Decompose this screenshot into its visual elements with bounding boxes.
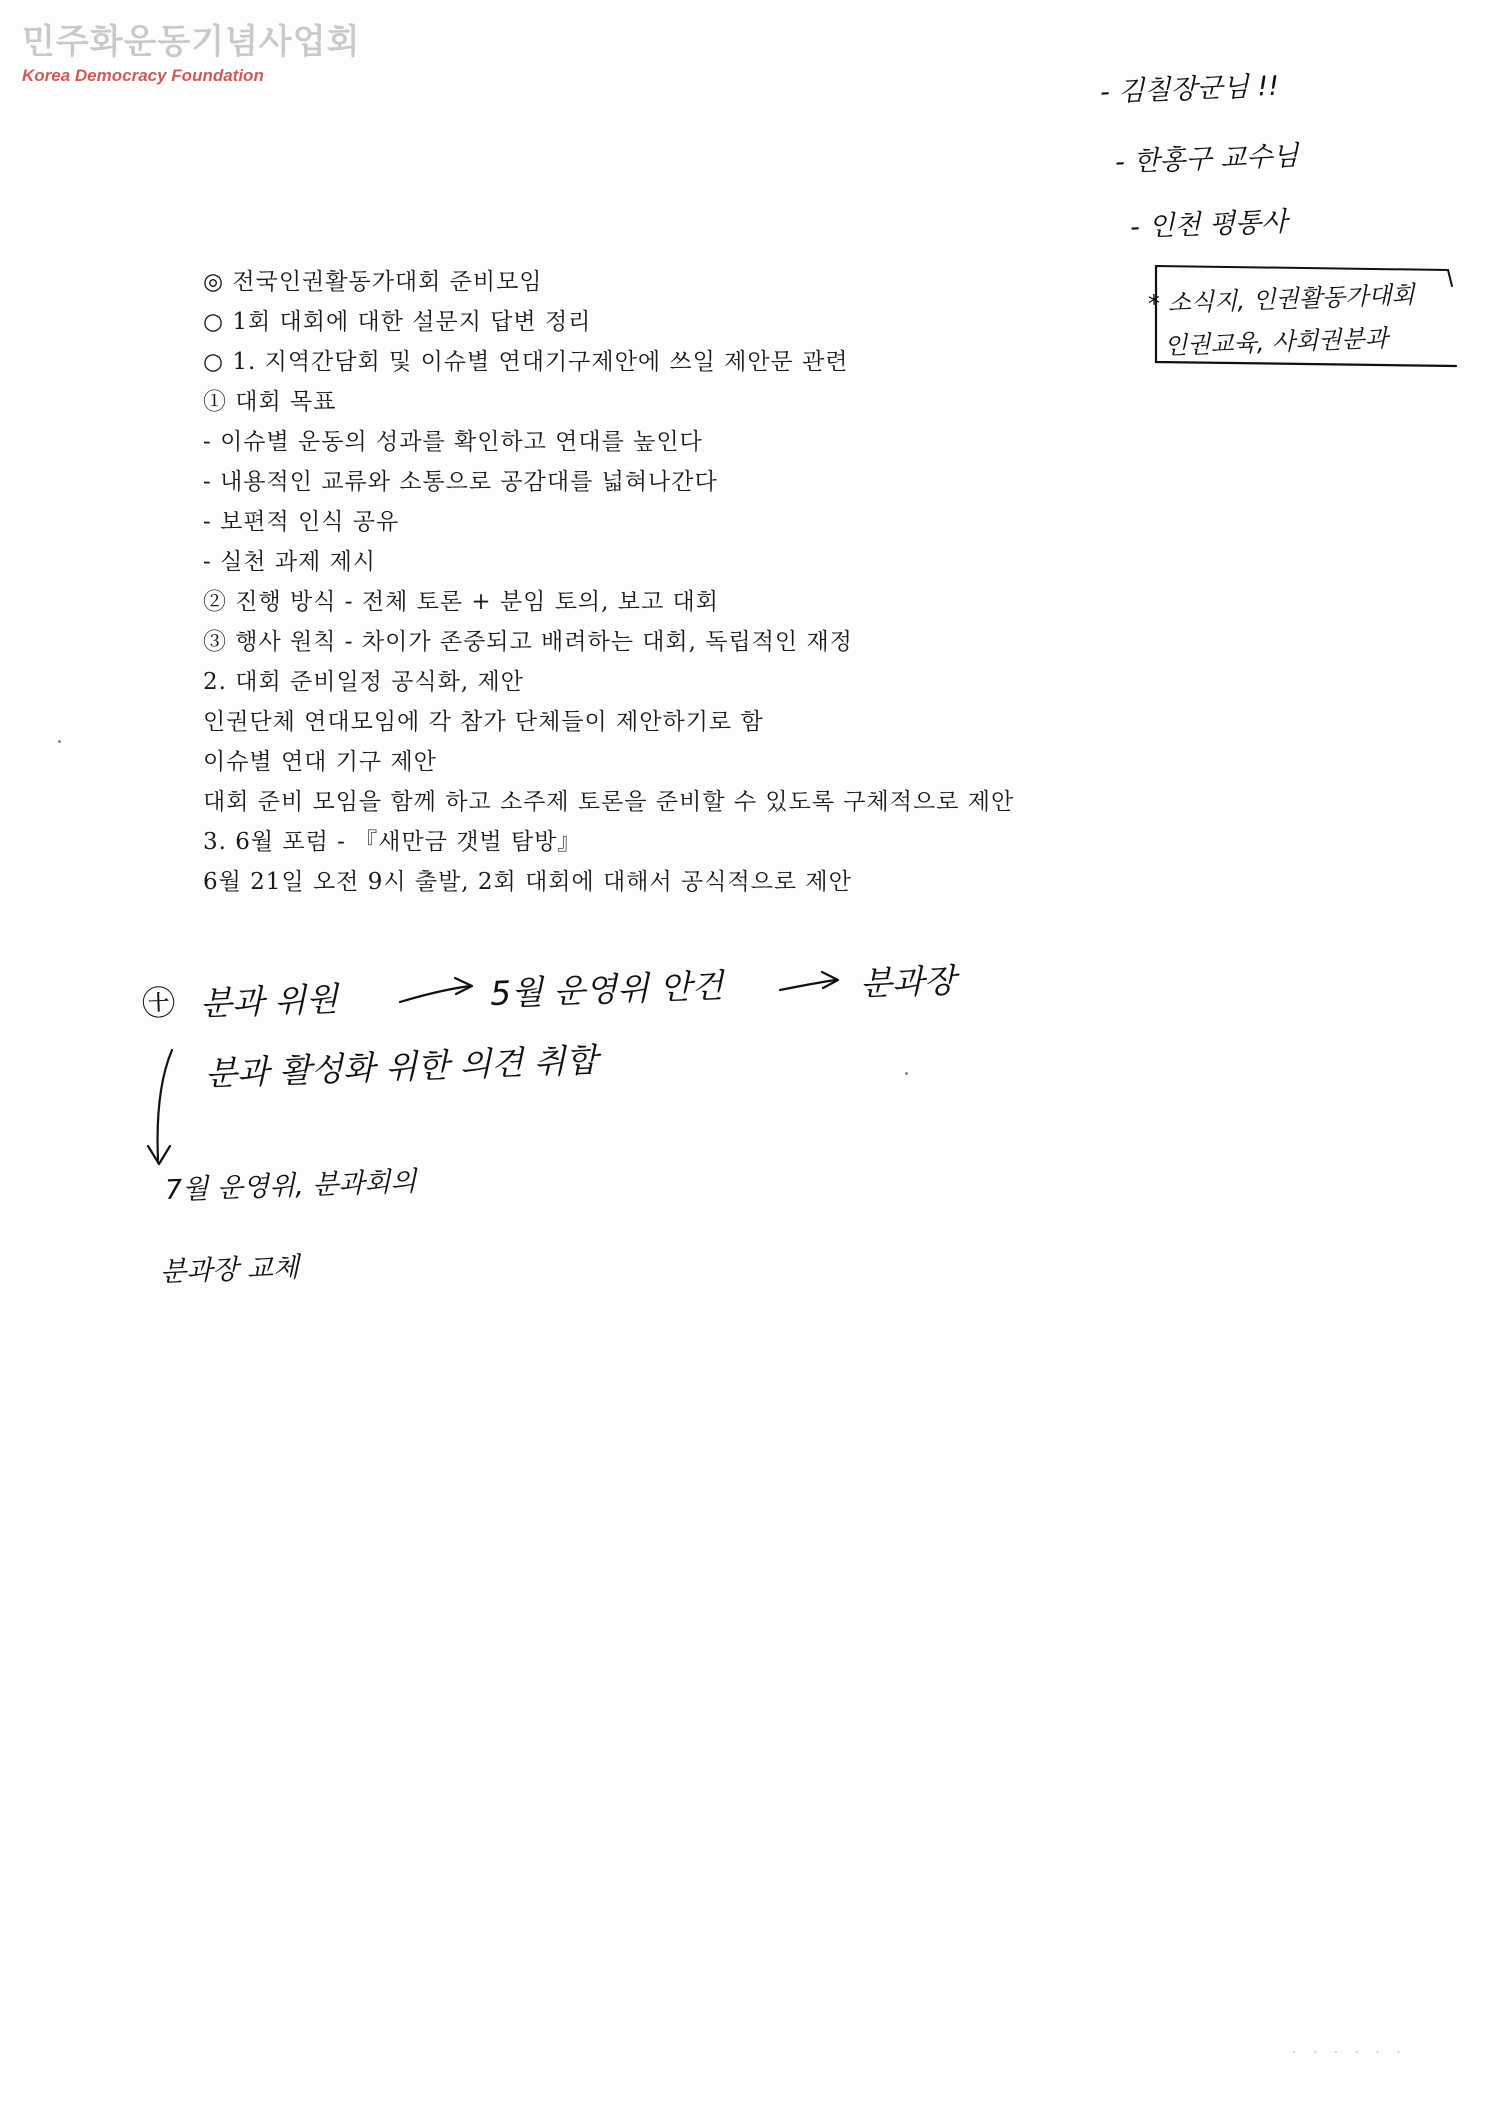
notes-line: - 보편적 인식 공유	[203, 509, 400, 535]
handwritten-opinion-gathering: 분과 활성화 위한 의견 취합	[204, 1040, 599, 1093]
notes-line-title: ◎ 전국인권활동가대회 준비모임	[203, 269, 543, 295]
scan-artifact: · · · · · ·	[1290, 2045, 1405, 2061]
notes-line: - 내용적인 교류와 소통으로 공감대를 넓혀나간다	[203, 469, 718, 495]
handwritten-may-agenda: 5월 운영위 안건	[489, 965, 724, 1013]
watermark-english: Korea Democracy Foundation	[22, 66, 264, 85]
notes-line: ○ 1회 대회에 대한 설문지 답변 정리	[203, 309, 592, 335]
notes-line: 대회 준비 모임을 함께 하고 소주제 토론을 준비할 수 있도록 구체적으로 제안	[203, 789, 1015, 815]
notes-line: 3. 6월 포럼 - 『새만금 갯벌 탐방』	[203, 829, 582, 855]
notes-line: - 실천 과제 제시	[203, 549, 377, 575]
handwritten-note-3: - 인천 평통사	[1129, 206, 1288, 243]
notes-line: 이슈별 연대 기구 제안	[203, 749, 437, 775]
boxed-note-line-1: * 소식지, 인권활동가대회	[1147, 280, 1416, 318]
handwritten-star-mark: ㊉	[141, 982, 176, 1023]
notes-line: 2. 대회 준비일정 공식화, 제안	[203, 669, 524, 695]
meeting-notes-body	[203, 262, 1203, 902]
watermark-logo	[22, 22, 360, 86]
watermark-korean: 민주화운동기념사업회	[22, 22, 361, 62]
boxed-note-line-2: 인권교육, 사회권분과	[1163, 324, 1389, 360]
scan-speck	[58, 740, 61, 743]
handwritten-note-2: - 한홍구 교수님	[1114, 140, 1299, 178]
notes-line: ② 진행 방식 - 전체 토론 + 분임 토의, 보고 대회	[203, 589, 719, 615]
handwritten-head-replacement: 분과장 교체	[159, 1252, 300, 1288]
handwritten-july-meeting: 7월 운영위, 분과회의	[164, 1166, 418, 1206]
handwritten-note-1: - 김칠장군님 !!	[1099, 70, 1280, 108]
notes-line: ① 대회 목표	[203, 389, 337, 415]
notes-line: ③ 행사 원칙 - 차이가 존중되고 배려하는 대회, 독립적인 재정	[203, 629, 853, 655]
notes-line: ○ 1. 지역간담회 및 이슈별 연대기구제안에 쓰일 제안문 관련	[203, 349, 849, 375]
notes-line: 인권단체 연대모임에 각 참가 단체들이 제안하기로 함	[203, 709, 764, 735]
notes-line: - 이슈별 운동의 성과를 확인하고 연대를 높인다	[203, 429, 703, 455]
notes-line: 6월 21일 오전 9시 출발, 2회 대회에 대해서 공식적으로 제안	[203, 869, 852, 895]
scan-speck	[905, 1072, 908, 1075]
handwritten-committee-head: 분과장	[859, 960, 957, 1003]
handwritten-committee-members: 분과 위원	[199, 979, 339, 1023]
